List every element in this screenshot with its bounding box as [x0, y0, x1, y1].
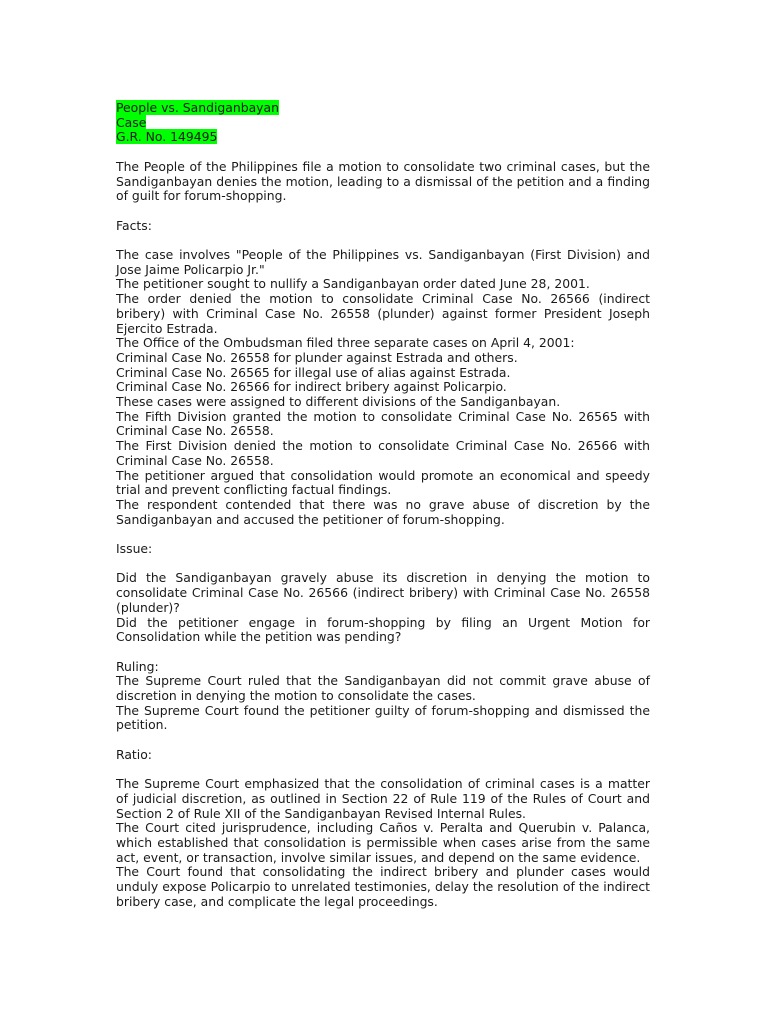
fact-item: The Office of the Ombudsman filed three separate cases on April 4, 2001:	[116, 335, 575, 351]
ratio-heading: Ratio:	[116, 746, 152, 762]
fact-item: Criminal Case No. 26558 for plunder against Estrada and others.	[116, 349, 518, 365]
ratio-item: The Court cited jurisprudence, including Caños v. Peralta and Querubin v. Palanca, which established that consolidation is permissible when cases arise from the same act, event, or transaction, involve similar issues, and depend on the same evidence.	[116, 820, 650, 865]
fact-item: Criminal Case No. 26565 for illegal use of alias against Estrada.	[116, 364, 511, 380]
fact-item: The petitioner sought to nullify a Sandiganbayan order dated June 28, 2001.	[116, 276, 590, 292]
case-summary: The People of the Philippines file a motion to consolidate two criminal cases, but the Sandiganbayan denies the motion, leading to a dismissal of the petition and a finding of guilt for forum-shopping.	[116, 158, 650, 204]
ratio-item: The Court found that consolidating the indirect bribery and plunder cases would unduly expose Policarpio to unrelated testimonies, delay the resolution of the indirect bribery case, and complicate the legal proceedings.	[116, 864, 650, 909]
ruling-list	[116, 674, 650, 733]
ratio-item: The Supreme Court emphasized that the consolidation of criminal cases is a matter of judicial discretion, as outlined in Section 22 of Rule 119 of the Rules of Court and Section 2 of Rule XII of the Sandiganbayan Revised Internal Rules.	[116, 776, 650, 821]
fact-item: These cases were assigned to different divisions of the Sandiganbayan.	[116, 394, 561, 410]
fact-item: The petitioner argued that consolidation would promote an economical and speedy trial and prevent conflicting factual findings.	[116, 467, 650, 498]
ratio-list	[116, 777, 650, 909]
ruling-heading: Ruling:	[116, 658, 159, 674]
facts-list	[116, 248, 650, 527]
fact-item: The Fifth Division granted the motion to consolidate Criminal Case No. 26565 with Criminal Case No. 26558.	[116, 408, 650, 439]
fact-item: The First Division denied the motion to consolidate Criminal Case No. 26566 with Criminal Case No. 26558.	[116, 438, 650, 468]
issue-item: Did the petitioner engage in forum-shopping by filing an Urgent Motion for Consolidation while the petition was pending?	[116, 614, 650, 645]
fact-item: The order denied the motion to consolidate Criminal Case No. 26566 (indirect bribery) with Criminal Case No. 26558 (plunder) against former President Joseph Ejercito Estrada.	[116, 291, 650, 336]
case-title: People vs. Sandiganbayan	[116, 100, 279, 115]
ruling-item: The Supreme Court ruled that the Sandiganbayan did not commit grave abuse of discretion in denying the motion to consolidate the cases.	[116, 673, 650, 704]
issue-item: Did the Sandiganbayan gravely abuse its discretion in denying the motion to consolidate Criminal Case No. 26566 (indirect bribery) with Criminal Case No. 26558 (plunder)?	[116, 570, 650, 615]
fact-item: The respondent contended that there was no grave abuse of discretion by the Sandiganbayan and accused the petitioner of forum-shopping.	[116, 496, 650, 527]
case-gr-number: G.R. No. 149495	[116, 129, 218, 145]
facts-heading: Facts:	[116, 217, 152, 233]
document-page	[116, 101, 650, 910]
case-subtitle: Case	[116, 114, 147, 130]
case-header	[116, 101, 650, 145]
issue-list	[116, 571, 650, 645]
ruling-item: The Supreme Court found the petitioner guilty of forum-shopping and dismissed the petition.	[116, 702, 650, 733]
fact-item: The case involves "People of the Philippines vs. Sandiganbayan (First Division) and Jose Jaime Policarpio Jr."	[116, 246, 650, 277]
fact-item: Criminal Case No. 26566 for indirect bribery against Policarpio.	[116, 379, 507, 395]
issue-heading: Issue:	[116, 541, 153, 557]
